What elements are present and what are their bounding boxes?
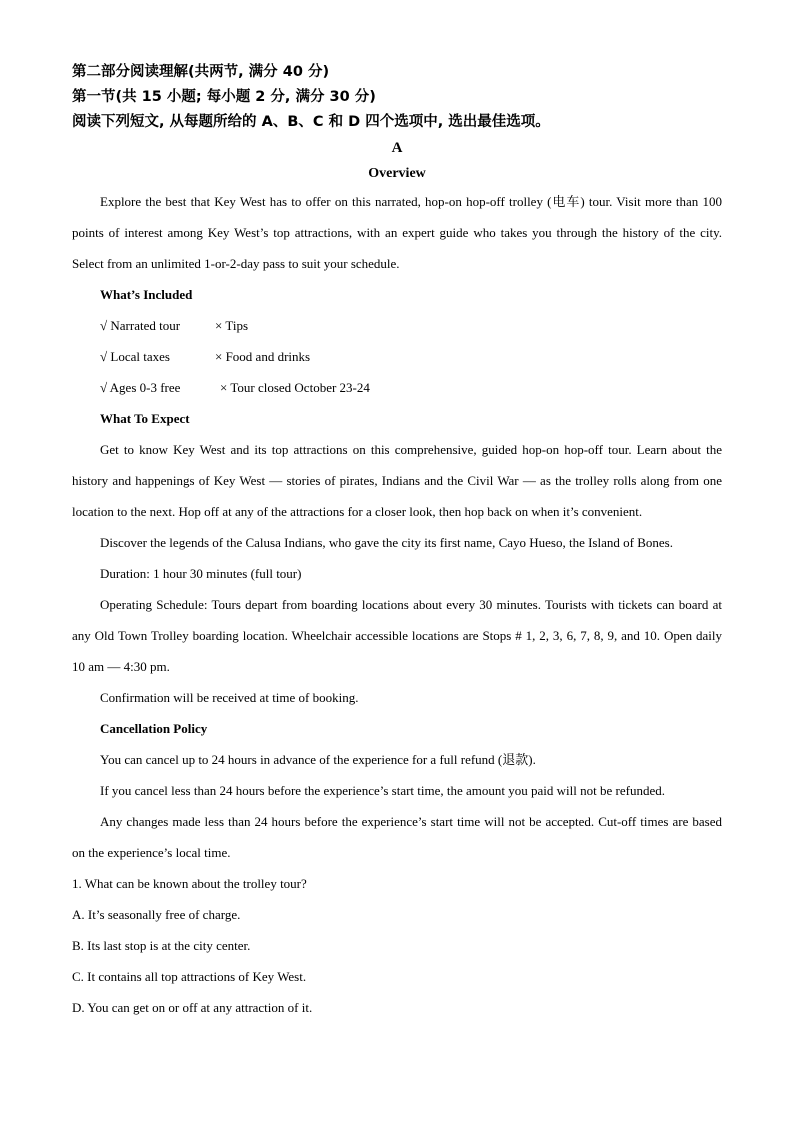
answer-option-b: B. Its last stop is at the city center.: [72, 938, 251, 953]
exam-page: [72, 60, 722, 1023]
answer-option-a: A. It’s seasonally free of charge.: [72, 907, 241, 922]
overview-paragraph: Explore the best that Key West has to offer on this narrated, hop-on hop-off trolley (电车) tour. Visit more than 100 points of interest among Key West’s top attractions, with an expert guide who takes you through the history of the city. Select from an unlimited 1-or-2-day pass to suit your schedule.: [72, 194, 722, 271]
passage-label: A: [391, 140, 403, 156]
excluded-item: × Tips: [215, 318, 249, 333]
expect-title: What To Expect: [100, 411, 190, 426]
included-row: [72, 341, 722, 372]
instructions: 阅读下列短文, 从每题所给的 A、B、C 和 D 四个选项中, 选出最佳选项。: [72, 114, 550, 130]
cancel-paragraph-3: Any changes made less than 24 hours before the experience’s start time will not be accepted. Cut-off times are based on the experience’s local time.: [72, 814, 722, 860]
answer-option-c: C. It contains all top attractions of Key West.: [72, 969, 307, 984]
included-item: √ Local taxes: [100, 349, 170, 364]
schedule-paragraph: Operating Schedule: Tours depart from boarding locations about every 30 minutes. Tourists with tickets can board at any Old Town Trolley boarding location. Wheelchair accessible locations are Stops # 1, 2, 3, 6, 7, 8, 9, and 10. Open daily 10 am — 4:30 pm.: [72, 597, 722, 674]
excluded-item: × Food and drinks: [215, 349, 311, 364]
excluded-item: × Tour closed October 23-24: [220, 380, 370, 395]
cancel-paragraph-1: You can cancel up to 24 hours in advance of the experience for a full refund (退款).: [100, 752, 536, 767]
section-heading: 第二部分阅读理解(共两节, 满分 40 分): [72, 64, 330, 80]
answer-option-d: D. You can get on or off at any attraction of it.: [72, 1000, 313, 1015]
question-stem: 1. What can be known about the trolley tour?: [72, 876, 307, 891]
confirmation-text: Confirmation will be received at time of booking.: [100, 690, 359, 705]
included-row: [72, 310, 722, 341]
included-item: √ Narrated tour: [100, 318, 181, 333]
expect-paragraph-2: Discover the legends of the Calusa Indians, who gave the city its first name, Cayo Hueso, the Island of Bones.: [100, 535, 673, 550]
cancellation-title: Cancellation Policy: [100, 721, 208, 736]
cancel-paragraph-2: If you cancel less than 24 hours before the experience’s start time, the amount you paid will not be refunded.: [100, 783, 665, 798]
included-item: √ Ages 0-3 free: [100, 380, 181, 395]
overview-title: Overview: [368, 166, 426, 181]
subsection-heading: 第一节(共 15 小题; 每小题 2 分, 满分 30 分): [72, 89, 376, 105]
expect-paragraph-1: Get to know Key West and its top attractions on this comprehensive, guided hop-on hop-off tour. Learn about the history and happenings of Key West — stories of pirates, Indians and the Civil War — as the trolley rolls along from one location to the next. Hop off at any of the attractions for a closer look, then hop back on when it’s convenient.: [72, 442, 722, 519]
duration-text: Duration: 1 hour 30 minutes (full tour): [100, 566, 302, 581]
included-row: [72, 372, 722, 403]
included-title: What’s Included: [100, 287, 193, 302]
